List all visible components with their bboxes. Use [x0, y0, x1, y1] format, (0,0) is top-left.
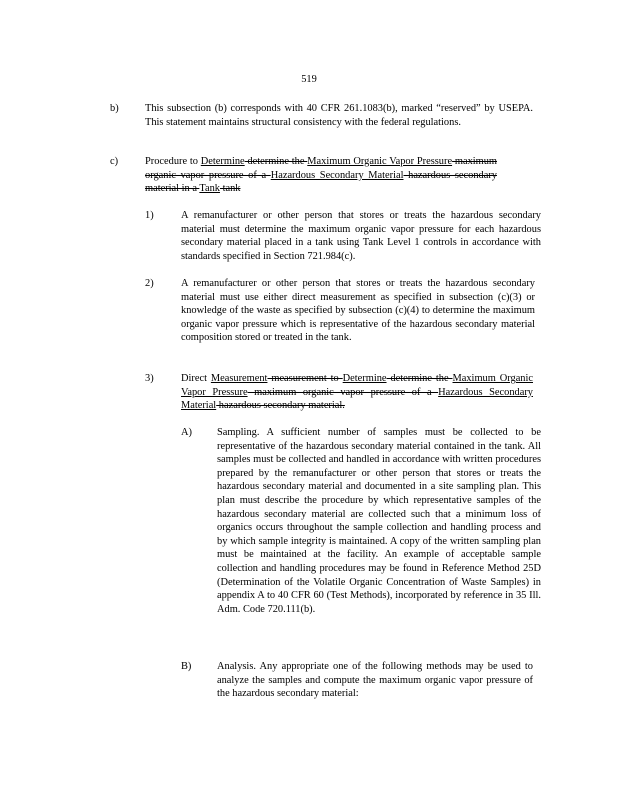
inserted-text: Determine: [200, 156, 245, 167]
subsection-c1-label: 1): [145, 210, 154, 221]
subsection-c-label: c): [110, 156, 119, 167]
inserted-text: Maximum Organic Vapor Pressure: [181, 373, 533, 398]
deleted-text: determine the: [386, 373, 453, 384]
subsection-A-text: Sampling. A sufficient number of samples must be collected to be representative of the hazardous secondary material contained in the tank. All samples must be collected and handled in accordance with written procedures prepared by the remanufacturer or other person that stores or treats the hazardous secondary material and documented in a site sampling plan. This plan must describe the procedure by which representative samples of the hazardous secondary material are collected such that a minimum loss of organics occurs throughout the sample collection and handling process and by which sample integrity is maintained. A copy of the written sampling plan must be maintained at the facility. An example of acceptable sample collection and handling procedures may be found in Reference Method 25D (Determination of the Volatile Organic Concentration of Waste Samples) in appendix A to 40 CFR 60 (Test Methods), incorporated by reference in 35 Ill. Adm. Code 720.111(b).: [217, 427, 541, 615]
inserted-text: Hazardous Secondary Material: [181, 386, 533, 412]
page-number: 519: [301, 74, 317, 85]
inserted-text: Measurement: [210, 373, 268, 384]
subsection-c2-label: 2): [145, 278, 154, 289]
subsection-c-heading: [145, 155, 497, 196]
deleted-text: maximum organic vapor pressure of a: [247, 386, 439, 398]
inserted-text: Hazardous Secondary Material: [270, 169, 404, 181]
subsection-b-text: This subsection (b) corresponds with 40 CFR 261.1083(b), marked “reserved” by USEPA. This statement maintains structural consistency with the federal regulations.: [145, 103, 533, 128]
deleted-text: maximum organic vapor pressure of a: [145, 156, 498, 181]
deleted-text: measurement to: [267, 373, 343, 384]
inserted-text: Tank: [199, 183, 220, 195]
inserted-text: Determine: [342, 373, 387, 384]
subsection-A-label: A): [181, 427, 192, 438]
subsection-b-label: b): [110, 103, 119, 114]
heading-text: Procedure to: [145, 156, 201, 167]
inserted-text: Maximum Organic Vapor Pressure: [307, 156, 453, 167]
deleted-text: determine the: [244, 156, 308, 167]
subsection-B-label: B): [181, 661, 192, 672]
subsection-c1-text: A remanufacturer or other person that stores or treats the hazardous secondary material must determine the maximum organic vapor pressure for each hazardous secondary material placed in a tank using Tank Level 1 controls in accordance with standards specified in Section 721.984(c).: [181, 210, 541, 262]
subsection-c3-label: 3): [145, 373, 154, 384]
heading-text: Direct: [181, 373, 211, 384]
subsection-c3-heading: [181, 372, 533, 413]
subsection-B-text: Analysis. Any appropriate one of the following methods may be used to analyze the samples and compute the maximum organic vapor pressure of the hazardous secondary material:: [217, 661, 533, 700]
deleted-text: tank: [219, 183, 241, 195]
deleted-text: hazardous secondary material.: [216, 400, 345, 412]
deleted-text: hazardous secondary material in a: [145, 169, 498, 195]
subsection-c2-text: A remanufacturer or other person that stores or treats the hazardous secondary material must use either direct measurement as specified in subsection (c)(3) or knowledge of the waste as specified by subsection (c)(4) to determine the maximum organic vapor pressure which is representative of the hazardous secondary material composition stored or treated in the tank.: [181, 278, 535, 344]
